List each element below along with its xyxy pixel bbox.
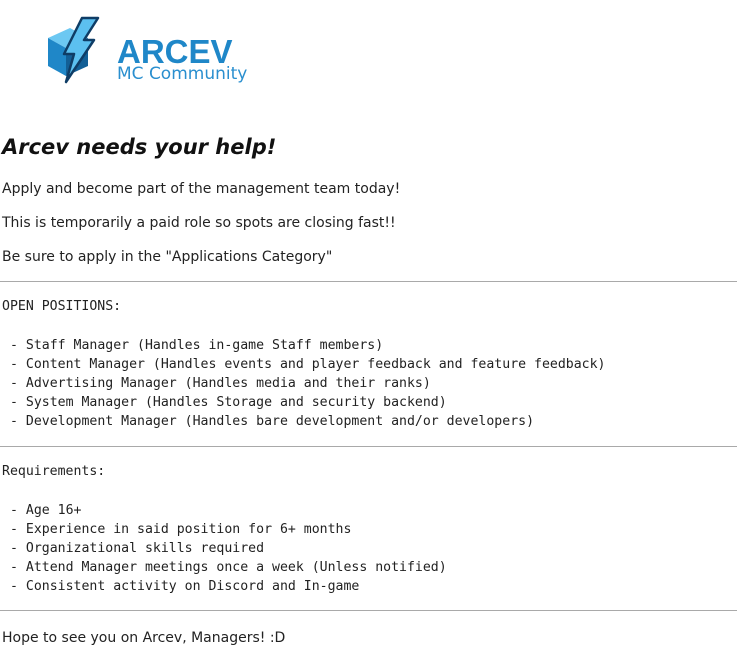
lightning-bolt-cube-icon	[44, 16, 102, 84]
divider	[0, 610, 737, 611]
closing-line: Hope to see you on Arcev, Managers! :D	[2, 630, 286, 646]
requirements-label: Requirements:	[2, 464, 106, 479]
list-item: - Staff Manager (Handles in-game Staff members)	[10, 338, 384, 353]
list-item: - Content Manager (Handles events and player feedback and feature feedback)	[10, 357, 606, 372]
list-item: - Organizational skills required	[10, 541, 265, 556]
logo-subtitle: MC Community	[117, 64, 248, 84]
requirements-list	[0, 501, 447, 596]
list-item: - Consistent activity on Discord and In-game	[10, 579, 360, 594]
divider	[0, 281, 737, 282]
open-positions-label: OPEN POSITIONS:	[2, 299, 122, 314]
open-positions-list	[0, 336, 605, 431]
list-item: - Attend Manager meetings once a week (Unless notified)	[10, 560, 447, 575]
list-item: - Experience in said position for 6+ months	[10, 522, 352, 537]
list-item: - Advertising Manager (Handles media and their ranks)	[10, 376, 431, 391]
intro-line-apply: Apply and become part of the management team today!	[2, 181, 401, 197]
list-item: - System Manager (Handles Storage and security backend)	[10, 395, 447, 410]
page-heading: Arcev needs your help!	[2, 135, 277, 159]
list-item: - Development Manager (Handles bare development and/or developers)	[10, 414, 535, 429]
logo-title: ARCEV	[117, 33, 233, 70]
arcev-logo	[44, 16, 284, 88]
intro-line-applications-category: Be sure to apply in the "Applications Category"	[2, 249, 333, 265]
list-item: - Age 16+	[10, 503, 82, 518]
divider	[0, 446, 737, 447]
intro-line-paid-role: This is temporarily a paid role so spots are closing fast!!	[2, 215, 396, 231]
